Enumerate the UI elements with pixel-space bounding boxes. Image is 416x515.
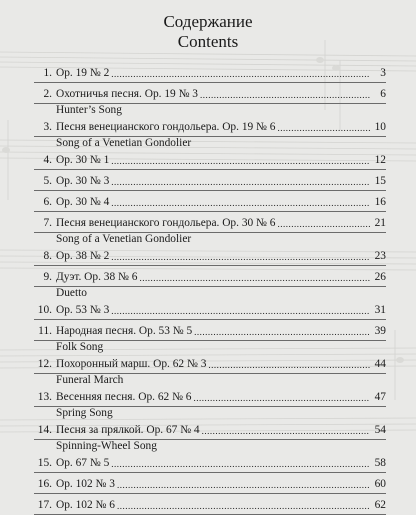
entry-number: 17. (37, 499, 52, 511)
entry-subtitle: Funeral March (56, 374, 124, 386)
dot-leader (111, 155, 370, 167)
dot-leader (111, 458, 370, 470)
entry-page: 54 (374, 424, 386, 436)
entry-number: 4. (43, 154, 52, 166)
entry-title: Op. 38 № 2 (56, 250, 110, 262)
entry-number: 1. (43, 67, 52, 79)
entry-subtitle: Spinning-Wheel Song (56, 440, 157, 452)
entry-title: Охотничья песня. Op. 19 № 3 (56, 88, 198, 100)
entry-number: 14. (37, 424, 52, 436)
entry-subtitle: Duetto (56, 287, 88, 299)
entry-page: 58 (374, 457, 386, 469)
toc-entry[interactable] (34, 391, 386, 407)
entry-subtitle: Spring Song (56, 407, 113, 419)
entry-page: 47 (374, 391, 386, 403)
entry-number: 15. (37, 457, 52, 469)
entry-title: Песня венецианского гондольера. Op. 19 № 6 (56, 121, 276, 133)
toc-entry[interactable] (34, 271, 386, 287)
entry-number: 3. (43, 121, 52, 133)
entry-number: 12. (37, 358, 52, 370)
entry-subtitle: Song of a Venetian Gondolier (56, 137, 192, 149)
entry-title: Op. 30 № 3 (56, 175, 110, 187)
toc-entry[interactable] (34, 121, 386, 137)
toc-entry[interactable] (34, 217, 386, 233)
entry-page: 26 (374, 271, 386, 283)
entry-page: 12 (374, 154, 386, 166)
dot-leader (277, 218, 370, 230)
entry-number: 2. (43, 88, 52, 100)
entry-title: Op. 19 № 2 (56, 67, 110, 79)
entry-title: Весенняя песня. Op. 62 № 6 (56, 391, 192, 403)
contents-heading-en: Contents (177, 32, 239, 51)
dot-leader (111, 305, 370, 317)
entry-page: 16 (374, 196, 386, 208)
toc-entry[interactable] (34, 154, 386, 170)
dot-leader (277, 122, 370, 134)
entry-page: 3 (380, 67, 386, 79)
entry-number: 6. (43, 196, 52, 208)
toc-entry[interactable] (34, 175, 386, 191)
entry-title: Op. 53 № 3 (56, 304, 110, 316)
dot-leader (111, 197, 370, 209)
toc-entry[interactable] (34, 499, 386, 515)
entry-title: Op. 30 № 4 (56, 196, 110, 208)
entry-title: Народная песня. Op. 53 № 5 (56, 325, 193, 337)
entry-title: Op. 102 № 3 (56, 478, 115, 490)
toc-entry[interactable] (34, 478, 386, 494)
entry-title: Op. 30 № 1 (56, 154, 110, 166)
entry-number: 7. (43, 217, 52, 229)
entry-page: 60 (374, 478, 386, 490)
toc-entry[interactable] (34, 196, 386, 212)
entry-page: 44 (374, 358, 386, 370)
dot-leader (194, 326, 370, 338)
entry-page: 10 (374, 121, 386, 133)
entry-page: 39 (374, 325, 386, 337)
toc-entry[interactable] (34, 304, 386, 320)
entry-page: 21 (374, 217, 386, 229)
entry-number: 8. (43, 250, 52, 262)
entry-title: Дуэт. Op. 38 № 6 (56, 271, 138, 283)
toc-entry[interactable] (34, 325, 386, 341)
dot-leader (139, 272, 370, 284)
dot-leader (117, 500, 370, 512)
entry-number: 11. (38, 325, 52, 337)
dot-leader (200, 89, 370, 101)
entry-subtitle: Folk Song (56, 341, 104, 353)
dot-leader (111, 176, 370, 188)
entry-page: 31 (374, 304, 386, 316)
entry-number: 5. (43, 175, 52, 187)
entry-title: Песня венецианского гондольера. Op. 30 № 6 (56, 217, 276, 229)
entry-title: Op. 102 № 6 (56, 499, 115, 511)
entry-title: Похоронный марш. Op. 62 № 3 (56, 358, 207, 370)
dot-leader (194, 392, 371, 404)
entry-page: 23 (374, 250, 386, 262)
dot-leader (208, 359, 370, 371)
entry-subtitle: Song of a Venetian Gondolier (56, 233, 192, 245)
entry-number: 10. (37, 304, 52, 316)
entry-number: 9. (43, 271, 52, 283)
dot-leader (117, 479, 370, 491)
toc-entry[interactable] (34, 358, 386, 374)
entry-subtitle: Hunter’s Song (56, 104, 122, 116)
dot-leader (111, 68, 370, 80)
table-of-contents (34, 67, 386, 515)
contents-heading-ru: Содержание (163, 12, 253, 31)
toc-entry[interactable] (34, 424, 386, 440)
dot-leader (202, 425, 370, 437)
entry-page: 62 (374, 499, 386, 511)
toc-entry[interactable] (34, 457, 386, 473)
dot-leader (111, 251, 370, 263)
entry-title: Op. 67 № 5 (56, 457, 110, 469)
entry-page: 15 (374, 175, 386, 187)
toc-entry[interactable] (34, 88, 386, 104)
entry-page: 6 (380, 88, 386, 100)
toc-entry[interactable] (34, 250, 386, 266)
toc-entry[interactable] (34, 67, 386, 83)
entry-number: 13. (37, 391, 52, 403)
entry-number: 16. (37, 478, 52, 490)
entry-title: Песня за прялкой. Op. 67 № 4 (56, 424, 200, 436)
